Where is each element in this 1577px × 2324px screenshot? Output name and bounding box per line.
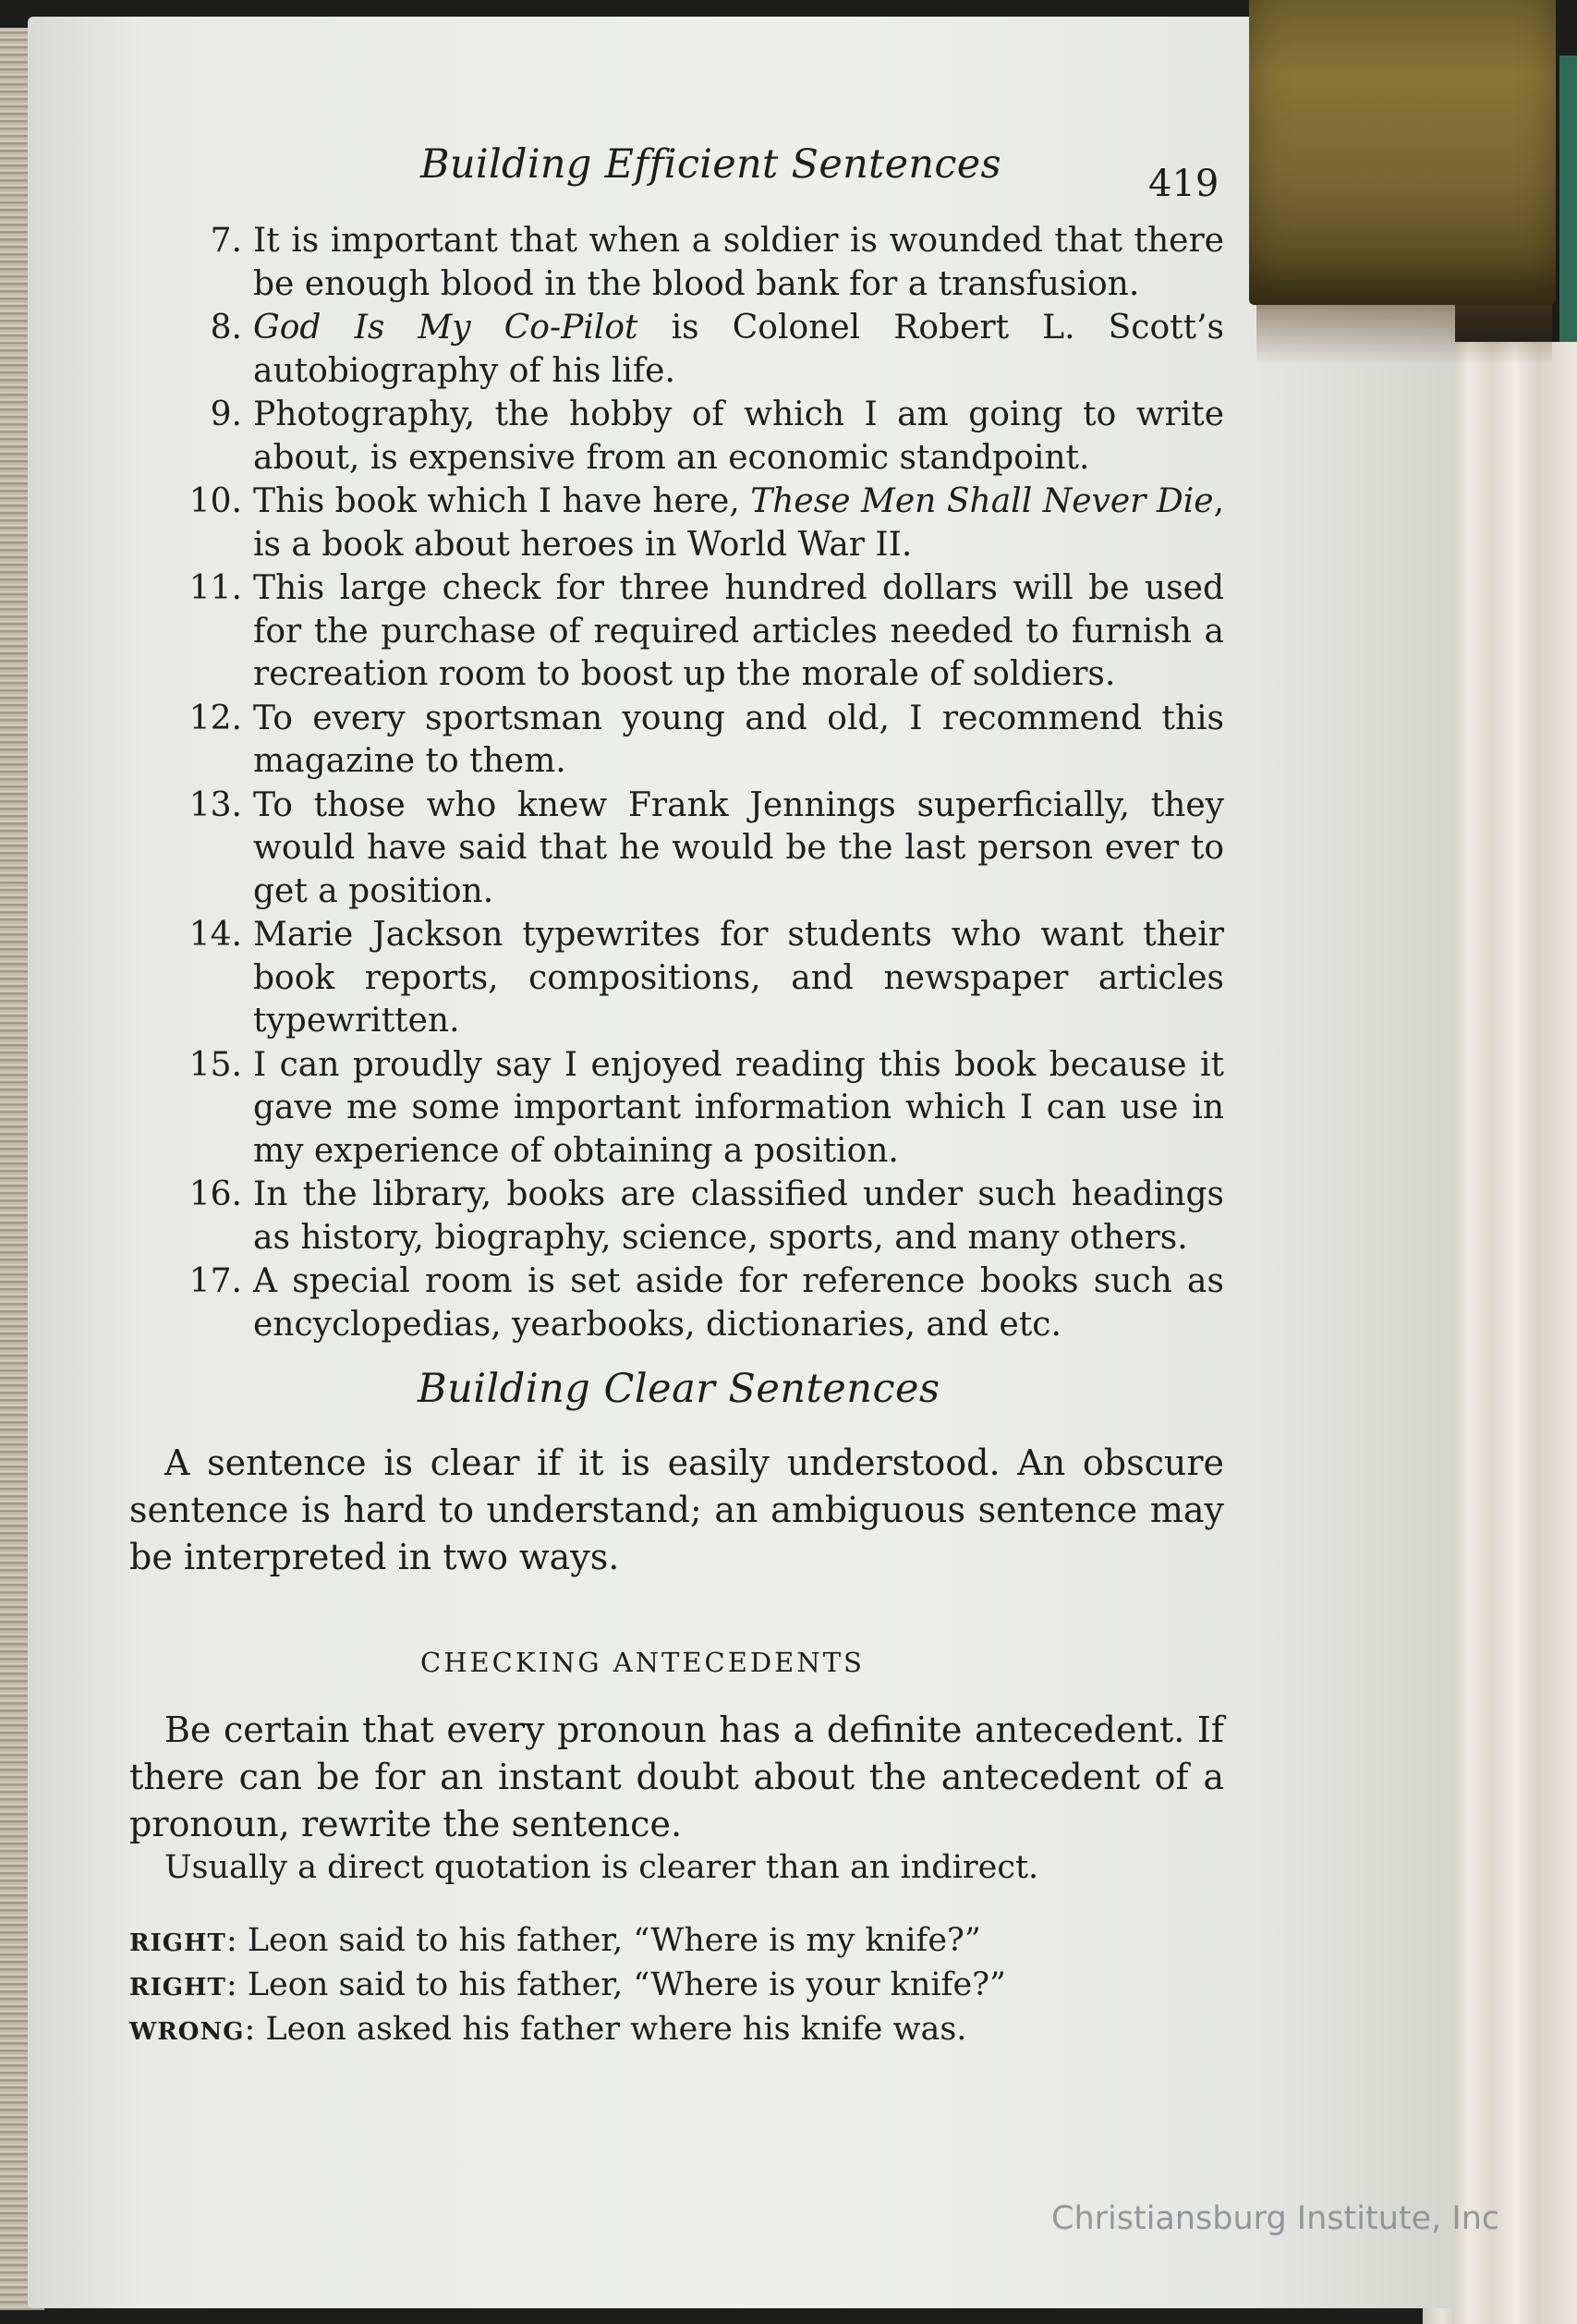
brass-page-clip (1249, 0, 1556, 305)
list-item (166, 1260, 1224, 1346)
example-label: RIGHT (129, 1974, 226, 2002)
book-title-italic: These Men Shall Never Die (750, 482, 1214, 520)
item-text (253, 481, 1224, 566)
example-line (129, 1965, 1006, 2009)
example-label: WRONG (129, 2018, 245, 2046)
running-head: Building Efficient Sentences (420, 141, 1001, 188)
item-text: To every sportsman young and old, I recommend this magazine to them. (253, 699, 1224, 780)
item-text: I can proudly say I enjoyed reading this book because it gave me some important information which I can use in my experience of obtaining a position. (253, 1045, 1224, 1170)
example-text: : Leon said to his father, “Where is my knife?” (225, 1922, 981, 1959)
item-text: Photography, the hobby of which I am going to write about, is expensive from an economic standpoint. (253, 395, 1224, 477)
item-text: It is important that when a soldier is wounded that there be enough blood in the blood bank for a transfusion. (253, 222, 1224, 303)
item-number: 17. (188, 1262, 242, 1300)
antecedent-paragraph (129, 1707, 1224, 1848)
item-number: 13. (188, 785, 242, 824)
list-item (166, 1174, 1224, 1259)
item-number: 9. (210, 395, 242, 433)
list-item (166, 220, 1224, 306)
item-text: A special room is set aside for reference books such as encyclopedias, yearbooks, dictionaries, and etc. (253, 1262, 1224, 1344)
item-text: Marie Jackson typewrites for students who want their book reports, compositions, and newspaper articles typewritten. (253, 916, 1224, 1040)
item-text-rest: is Colonel Robert L. Scott’s autobiography of his life. (253, 309, 1224, 390)
item-number: 11. (188, 569, 242, 607)
intro-paragraph (129, 1440, 1224, 1581)
item-number: 16. (188, 1175, 242, 1213)
list-item (166, 307, 1224, 393)
intro-text: A sentence is clear if it is easily understood. An obscure sentence is hard to understand; an ambiguous sentence may be interpreted in two ways. (129, 1442, 1224, 1577)
list-item (166, 698, 1224, 784)
item-text: In the library, books are classified under such headings as history, biography, science, sports, and many others. (253, 1175, 1224, 1257)
page-number: 419 (1148, 163, 1219, 205)
subheading: CHECKING ANTECEDENTS (420, 1647, 865, 1678)
item-text: To those who knew Frank Jennings superficially, they would have said that he would be the last person ever to get a position. (253, 785, 1224, 910)
item-number: 10. (188, 482, 242, 520)
quotation-note-text: Usually a direct quotation is clearer than an indirect. (164, 1849, 1039, 1886)
example-text: : Leon asked his father where his knife was. (244, 2011, 967, 2048)
clip-shadow (1256, 300, 1552, 365)
item-number: 7. (210, 222, 242, 260)
list-item (166, 785, 1224, 914)
example-label: RIGHT (129, 1929, 226, 1957)
examples (129, 1920, 1006, 2053)
list-item (166, 567, 1224, 697)
exercise-list (166, 220, 1224, 1347)
item-text-pre: This book which I have here, (253, 482, 751, 520)
item-number: 12. (188, 699, 242, 737)
list-item (166, 394, 1224, 480)
section-title: Building Clear Sentences (418, 1366, 940, 1412)
item-text: This large check for three hundred dollars will be used for the purchase of required articles needed to furnish a recreation room to boost up the morale of soldiers. (253, 569, 1224, 693)
list-item (166, 914, 1224, 1043)
item-number: 15. (188, 1045, 242, 1084)
book-title-italic: God Is My Co-Pilot (253, 309, 638, 347)
watermark: Christiansburg Institute, Inc (1051, 2200, 1500, 2237)
quotation-note (129, 1846, 1224, 1889)
example-line (129, 2009, 1006, 2053)
antecedent-text: Be certain that every pronoun has a definite antecedent. If there can be for an instant doubt about the antecedent of a pronoun, rewrite the sentence. (129, 1710, 1224, 1844)
item-text-rest: , is a book about heroes in World War II. (253, 482, 1225, 564)
item-text (253, 307, 1224, 393)
example-line (129, 1920, 1006, 1965)
list-item (166, 481, 1224, 566)
item-number: 8. (210, 309, 242, 347)
list-item (166, 1044, 1224, 1174)
item-number: 14. (188, 916, 242, 954)
example-text: : Leon said to his father, “Where is your knife?” (225, 1966, 1006, 2003)
